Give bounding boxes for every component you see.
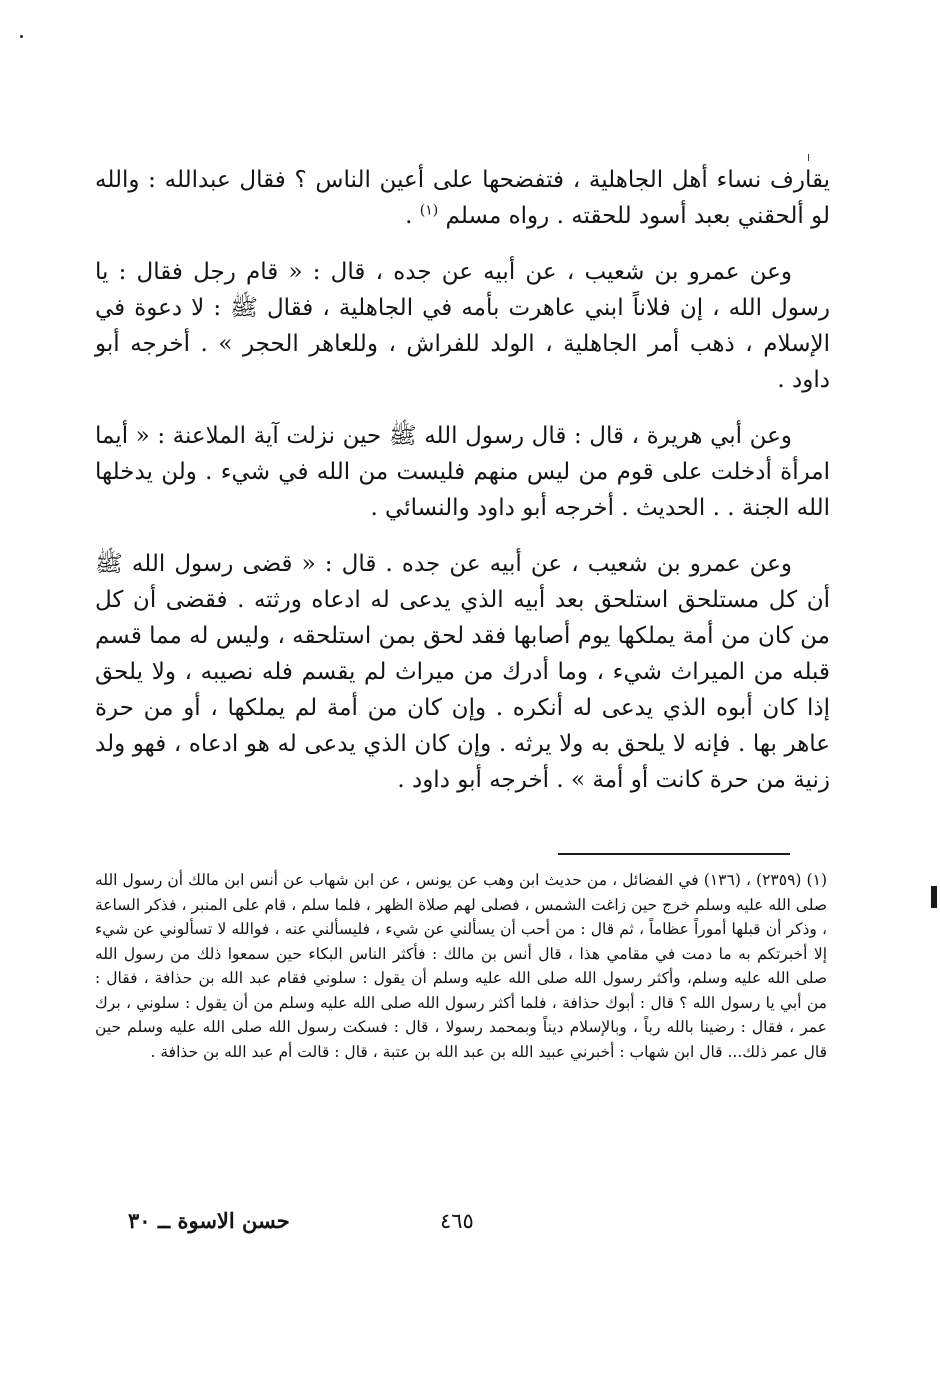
scan-tick-mark [808, 154, 809, 161]
footnote: (١) (٢٣٥٩) ، (١٣٦) في الفضائل ، من حديث ابن وهب عن يونس ، عن ابن شهاب عن أنس ابن مالك أن رسول الله صلى الله عليه وسلم خرج حين زاغت الشمس ، فصلى لهم صلاة الظهر ، فلما سلم ، قام على المنبر ، فذكر الساعة ، وذكر أن قبلها أموراً عظاماً ، ثم قال : من أحب أن يسألني عن شيء ، فليسألني عنه ، فوالله لا تسألوني عن شيء إلا أخبرتكم به ما دمت في مقامي هذا ، قال أنس بن مالك : فأكثر الناس البكاء حين سمعوا ذلك من رسول الله صلى الله عليه وسلم، وأكثر رسول الله صلى الله عليه وسلم أن يقول : سلوني فقام عبد الله بن حذافة ، فقال : من أبي يا رسول الله ؟ قال : أبوك حذافة ، فلما أكثر رسول الله صلى الله عليه وسلم من أن يقول : سلوني ، برك عمر ، فقال : رضينا بالله رباً ، وبالإسلام ديناً وبمحمد رسولا ، قال : فسكت رسول الله صلى الله عليه وسلم حين قال عمر ذلك... قال ابن شهاب : أخبرني عبيد الله بن عبد الله بن عتبة ، قال : قالت أم عبد الله بن حذافة . [95, 871, 827, 1061]
paragraph-1-tail: . [405, 203, 420, 229]
scan-edge-mark [931, 886, 937, 908]
page-footer [0, 1204, 940, 1238]
footnote-separator [558, 853, 790, 855]
paragraph-1 [95, 162, 830, 234]
paragraph-3: وعن أبي هريرة ، قال : قال رسول الله ﷺ حين نزلت آية الملاعنة : « أيما امرأة أدخلت على قوم من ليس منهم فليست من الله في شيء . ولن يدخلها الله الجنة . . الحديث . أخرجه أبو داود والنسائي . [95, 423, 830, 521]
paragraph-1-text: يقارف نساء أهل الجاهلية ، فتفضحها على أعين الناس ؟ فقال عبدالله : والله لو ألحقني بعبد أسود للحقته . رواه مسلم [95, 167, 830, 229]
paragraph-2: وعن عمرو بن شعيب ، عن أبيه عن جده ، قال : « قام رجل فقال : يا رسول الله ، إن فلاناً ابني عاهرت بأمه في الجاهلية ، فقال ﷺ : لا دعوة في الإسلام ، ذهب أمر الجاهلية ، الولد للفراش ، وللعاهر الحجر » . أخرجه أبو داود . [95, 259, 830, 393]
book-signature: حسن الاسوة ــ ٣٠ [128, 1208, 290, 1233]
footnote-reference: (١) [419, 202, 439, 219]
paragraph-4: وعن عمرو بن شعيب ، عن أبيه عن جده . قال : « قضى رسول الله ﷺ أن كل مستلحق استلحق بعد أبيه الذي يدعى له ادعاه ورثته . فقضى أن كل من كان من أمة يملكها يوم أصابها فقد لحق بمن استلحقه ، وليس له مما قسم قبله من الميراث شيء ، وما أدرك من ميراث لم يقسم فله نصيبه ، ولا يلحق إذا كان أبوه الذي يدعى له أنكره . وإن كان من أمة لم يملكها ، أو من حرة عاهر بها . فإنه لا يلحق به ولا يرثه . وإن كان الذي يدعى له هو ادعاه ، فهو ولد زنية من حرة كانت أو أمة » . أخرجه أبو داود . [95, 551, 830, 793]
page-number: ٤٦٥ [440, 1209, 474, 1233]
main-text [95, 162, 830, 818]
scan-speck [20, 35, 23, 38]
